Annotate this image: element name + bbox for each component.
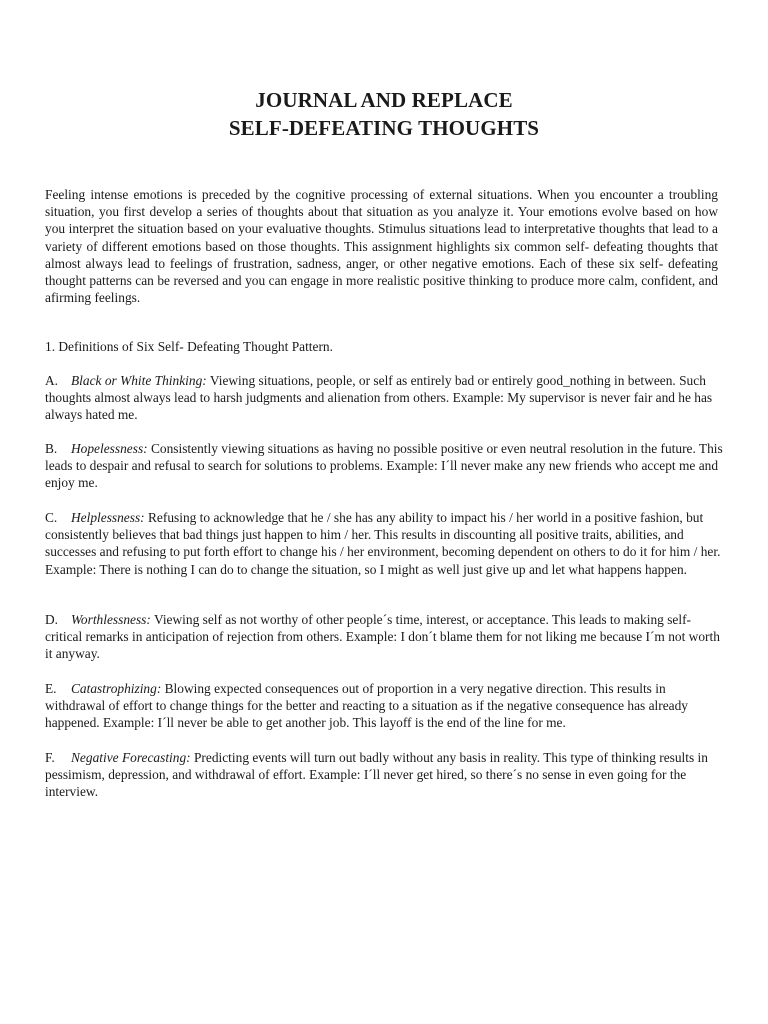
item-text: Viewing self as not worthy of other people´s time, interest, or acceptance. This leads to making self- critical remarks in anticipation of rejection from others. Example: I don´t blame them for not liking me because I´m not worth it anyway. <box>45 612 720 662</box>
intro-paragraph: Feeling intense emotions is preceded by the cognitive processing of external situations. When you encounter a troubling situation, you first develop a series of thoughts about that situation as you analyze it. Your emotions evolve based on how you interpret the situation based on your evaluative thoughts. Stimulus situations lead to interpretative thoughts that lead to a variety of different emotions based on those thoughts. This assignment highlights six common self- defeating thoughts that almost always lead to feelings of frustration, sadness, anger, or other negative emotions. Each of these six self- defeating thought patterns can be reversed and you can engage in more realistic positive thinking to produce more calm, confident, and afirming feelings. <box>45 187 718 306</box>
definition-item-hopelessness <box>45 440 725 492</box>
definition-item-negative-forecasting <box>45 749 725 801</box>
item-text: Consistently viewing situations as having no possible positive or even neutral resolution in the future. This leads to despair and refusal to search for solutions to problems. Example: I´ll never make any new friends who accept me and enjoy me. <box>45 441 723 491</box>
item-letter: F. <box>45 750 55 765</box>
item-term: Worthlessness: <box>71 612 151 627</box>
item-text: Blowing expected consequences out of proportion in a very negative direction. This results in withdrawal of effort to change things for the better and reacting to a situation as if the negative consequence has already happened. Example: I´ll never be able to get another job. This layoff is the end of the line for me. <box>45 681 689 731</box>
section-heading: 1. Definitions of Six Self- Defeating Thought Pattern. <box>45 339 333 354</box>
document-title-line-1: JOURNAL AND REPLACE <box>255 88 513 112</box>
definition-item-helplessness <box>45 509 725 578</box>
item-letter: A. <box>45 373 59 388</box>
item-term: Hopelessness: <box>71 441 148 456</box>
item-letter: C. <box>45 510 58 525</box>
item-letter: B. <box>45 441 58 456</box>
item-text: Predicting events will turn out badly without any basis in reality. This type of thinking results in pessimism, depression, and withdrawal of effort. Example: I´ll never get hired, so there´s no sense in even going for the interview. <box>45 750 708 800</box>
item-letter: E. <box>45 681 57 696</box>
item-letter: D. <box>45 612 59 627</box>
definition-item-catastrophizing <box>45 680 725 732</box>
item-term: Black or White Thinking: <box>71 373 207 388</box>
item-term: Catastrophizing: <box>71 681 162 696</box>
item-term: Negative Forecasting: <box>71 750 191 765</box>
definition-item-black-or-white-thinking <box>45 372 725 424</box>
item-text: Viewing situations, people, or self as entirely bad or entirely good_nothing in between. Such thoughts almost always lead to harsh judgments and alienation from others. Example: My supervisor is never fair and he has always hated me. <box>45 373 713 423</box>
item-text: Refusing to acknowledge that he / she has any ability to impact his / her world in a positive fashion, but consistently believes that bad things just happen to him / her. This results in discounting all positive traits, abilities, and successes and refusing to put forth effort to change his / her environment, becoming dependent on others to do it for him / her. Example: There is nothing I can do to change the situation, so I might as well just give up and let what happens happen. <box>45 510 721 577</box>
item-term: Helplessness: <box>71 510 145 525</box>
definition-item-worthlessness <box>45 611 725 663</box>
document-title-line-2: SELF-DEFEATING THOUGHTS <box>228 116 540 140</box>
